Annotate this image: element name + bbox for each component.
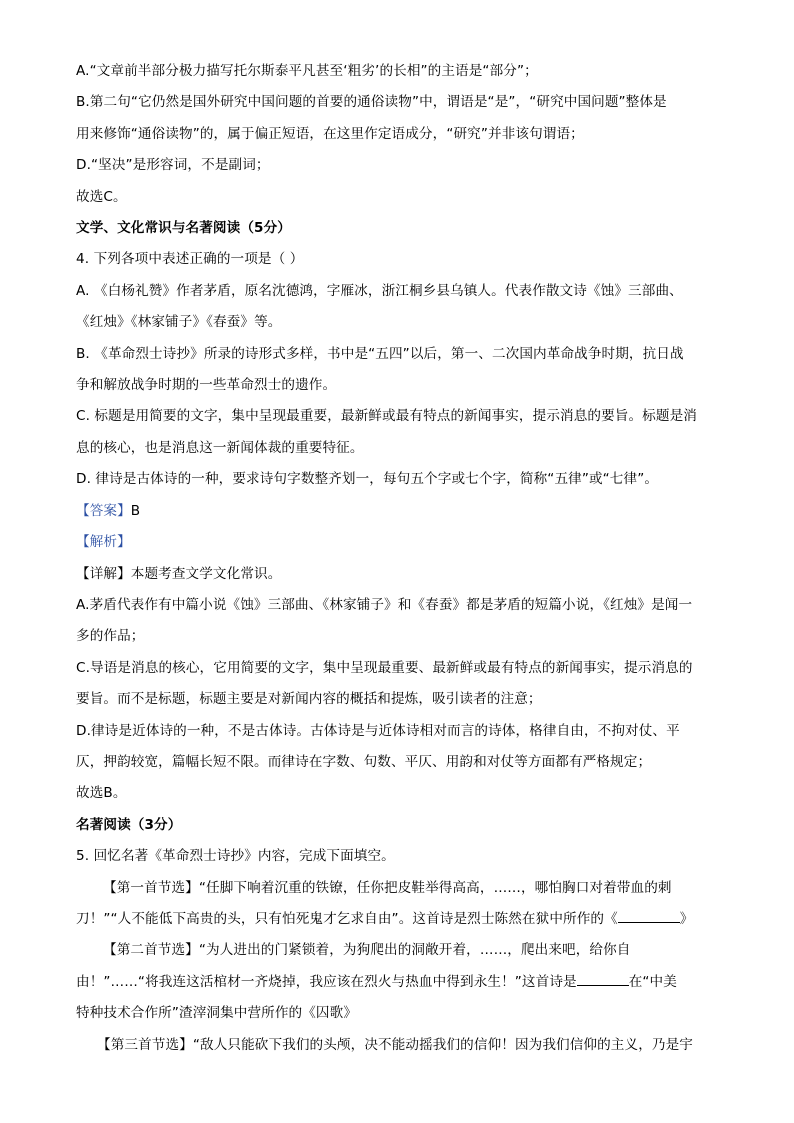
question-4-option-d: D. 律诗是古体诗的一种，要求诗句字数整齐划一，每句五个字或七个字，简称“五律”或“七律”。 [76,471,659,488]
detail-c: C.导语是消息的核心，它用简要的文字，集中呈现最重要、最新鲜或最有特点的新闻事实，提示消息的 [76,659,693,676]
question-4-option-b-cont: 争和解放战争时期的一些革命烈士的遗作。 [76,377,337,394]
answer-line [76,496,744,527]
answer-value: B [130,502,141,519]
question-4-option-a: A. 《白杨礼赞》作者茅盾，原名沈德鸿，字雁冰，浙江桐乡县乌镇人。代表作散文诗《蚀》三部曲、 [76,282,683,299]
analysis-line-b: B.第二句“它仍然是国外研究中国问题的首要的通俗读物”中，谓语是“是”，“研究中国问题”整体是 [76,94,667,111]
poem-2-excerpt-cont2: 特种技术合作所”渣滓洞集中营所作的《囚歌》 [76,1005,358,1022]
question-4-option-c-cont: 息的核心，也是消息这一新闻体裁的重要特征。 [76,439,364,456]
fill-blank-2[interactable] [577,971,629,986]
analysis-line-d: D.“坚决”是形容词，不是副词； [76,157,270,174]
poem-2-excerpt-cont [76,967,744,998]
detail-c-cont: 要旨。而不是标题，标题主要是对新闻内容的概括和提炼，吸引读者的注意； [76,691,542,708]
poem-1-excerpt: 【第一首节选】“任脚下响着沉重的铁镣，任你把皮鞋举得高高，……，哪怕胸口对着带血的刺 [103,879,672,896]
detail-a-cont: 多的作品； [76,628,145,645]
poem-1-excerpt-cont [76,904,744,935]
detail-d: D.律诗是近体诗的一种，不是古体诗。古体诗是与近体诗相对而言的诗体，格律自由，不拘对仗、平 [76,722,680,739]
detail-intro: 【详解】本题考查文学文化常识。 [76,565,282,582]
question-4-stem: 4. 下列各项中表述正确的一项是（ ） [76,251,304,268]
section-heading-literature: 文学、文化常识与名著阅读（5分） [76,220,291,237]
answer-tag: 【答案】 [76,502,131,519]
question-5-stem: 5. 回忆名著《革命烈士诗抄》内容，完成下面填空。 [76,848,395,865]
question-4-option-c: C. 标题是用简要的文字，集中呈现最重要，最新鲜或最有特点的新闻事实，提示消息的要旨。标题是消 [76,408,697,425]
poem-3-excerpt: 【第三首节选】“敌人只能砍下我们的头颅，决不能动摇我们的信仰！因为我们信仰的主义，乃是宇 [97,1036,693,1053]
section-heading-classics: 名著阅读（3分） [76,816,182,833]
analysis-line-b-cont: 用来修饰“通俗读物”的，属于偏正短语，在这里作定语成分，“研究”并非该句谓语； [76,125,584,142]
poem-2-text-end: 在“中美 [628,973,677,990]
detail-d-cont: 仄，押韵较宽，篇幅长短不限。而律诗在字数、句数、平仄、用韵和对仗等方面都有严格规定； [76,753,652,770]
poem-1-text-end: 》 [679,910,694,927]
poem-1-text: 刀！”“人不能低下高贵的头，只有怕死鬼才乞求自由”。这首诗是烈士陈然在狱中所作的《 [76,910,618,927]
analysis-tag: 【解析】 [76,534,131,551]
analysis-line-a: A.“文章前半部分极力描写托尔斯泰平凡甚至‘粗劣’的长相”的主语是“部分”； [76,63,538,79]
question-4-option-a-cont: 《红烛》《林家铺子》《春蚕》等。 [76,314,282,331]
answer-conclusion-4: 故选B。 [76,785,127,802]
poem-2-excerpt: 【第二首节选】“为人进出的门紧锁着，为狗爬出的洞敞开着，……，爬出来吧，给你自 [103,942,631,959]
answer-conclusion-3: 故选C。 [76,188,127,205]
question-4-option-b: B. 《革命烈士诗抄》所录的诗形式多样，书中是“五四”以后，第一、二次国内革命战争时期，抗日战 [76,345,684,362]
poem-2-text: 由！”……“将我连这活棺材一齐烧掉，我应该在烈火与热血中得到永生！”这首诗是 [76,973,577,990]
fill-blank-1[interactable] [618,908,680,923]
detail-a: A.茅盾代表作有中篇小说《蚀》三部曲、《林家铺子》和《春蚕》都是茅盾的短篇小说，《红烛》是闻一 [76,596,693,613]
